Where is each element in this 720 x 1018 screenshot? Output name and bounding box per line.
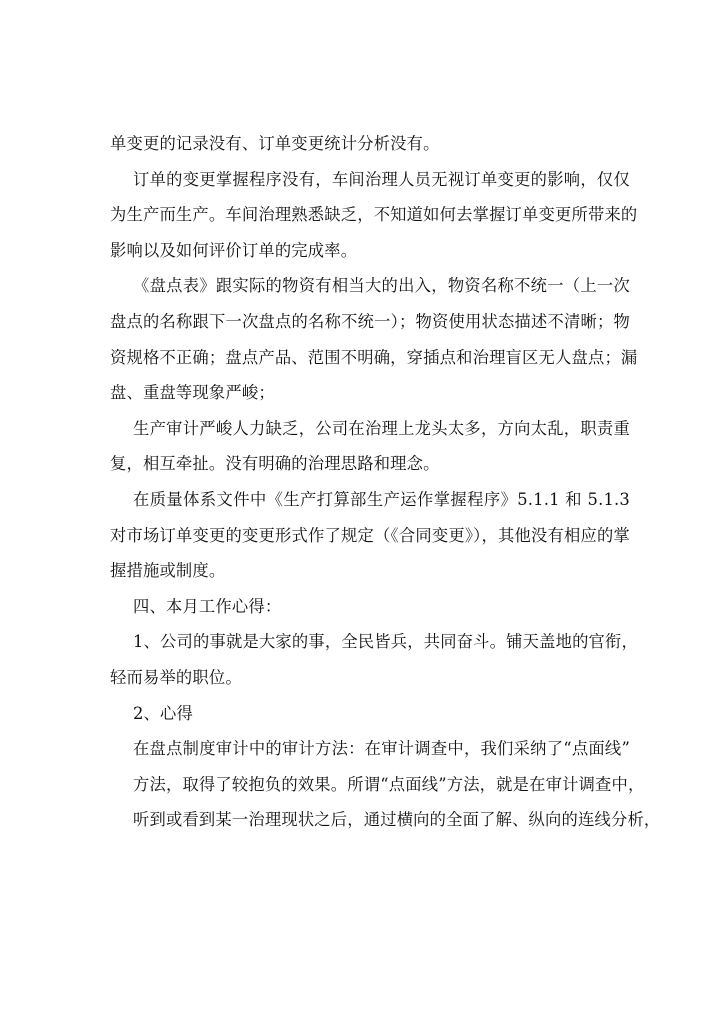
paragraph-line: 在质量体系文件中《生产打算部生产运作掌握程序》5.1.1 和 5.1.3 bbox=[133, 489, 630, 509]
paragraph-line: 盘、重盘等现象严峻； bbox=[110, 383, 275, 403]
paragraph-line: 对市场订单变更的变更形式作了规定（《合同变更》），其他没有相应的掌 bbox=[110, 525, 630, 545]
paragraph-line: 影响以及如何评价订单的完成率。 bbox=[110, 240, 358, 260]
paragraph-line: 盘点的名称跟下一次盘点的名称不统一）；物资使用状态描述不清晰；物 bbox=[110, 311, 630, 331]
paragraph-line: 复，相互牵扯。没有明确的治理思路和理念。 bbox=[110, 454, 440, 474]
paragraph-line: 1、公司的事就是大家的事，全民皆兵，共同奋斗。铺天盖地的官衔， bbox=[133, 632, 638, 652]
section-heading: 四、本月工作心得： bbox=[133, 596, 282, 616]
paragraph-line: 生产审计严峻人力缺乏，公司在治理上龙头太多，方向太乱，职责重 bbox=[133, 418, 630, 438]
paragraph-line: 为生产而生产。车间治理熟悉缺乏，不知道如何去掌握订单变更所带来的 bbox=[110, 205, 638, 225]
paragraph-line: 握措施或制度。 bbox=[110, 561, 226, 581]
subsection-heading: 2、心得 bbox=[133, 703, 194, 723]
paragraph-line: 轻而易举的职位。 bbox=[110, 667, 242, 687]
paragraph-line: 《盘点表》跟实际的物资有相当大的出入，物资名称不统一（上一次 bbox=[133, 276, 630, 296]
paragraph-line: 听到或看到某一治理现状之后，通过横向的全面了解、纵向的连线分析， bbox=[133, 810, 661, 830]
document-body bbox=[110, 126, 661, 838]
paragraph-line: 订单的变更掌握程序没有，车间治理人员无视订单变更的影响，仅仅 bbox=[133, 169, 630, 189]
paragraph-line: 资规格不正确；盘点产品、范围不明确，穿插点和治理盲区无人盘点；漏 bbox=[110, 347, 638, 367]
paragraph-line: 单变更的记录没有、订单变更统计分析没有。 bbox=[110, 134, 440, 153]
paragraph-line: 在盘点制度审计中的审计方法：在审计调查中，我们采纳了“点面线” bbox=[133, 739, 630, 759]
paragraph-line: 方法，取得了较抱负的效果。所谓“点面线”方法，就是在审计调查中， bbox=[133, 774, 645, 794]
